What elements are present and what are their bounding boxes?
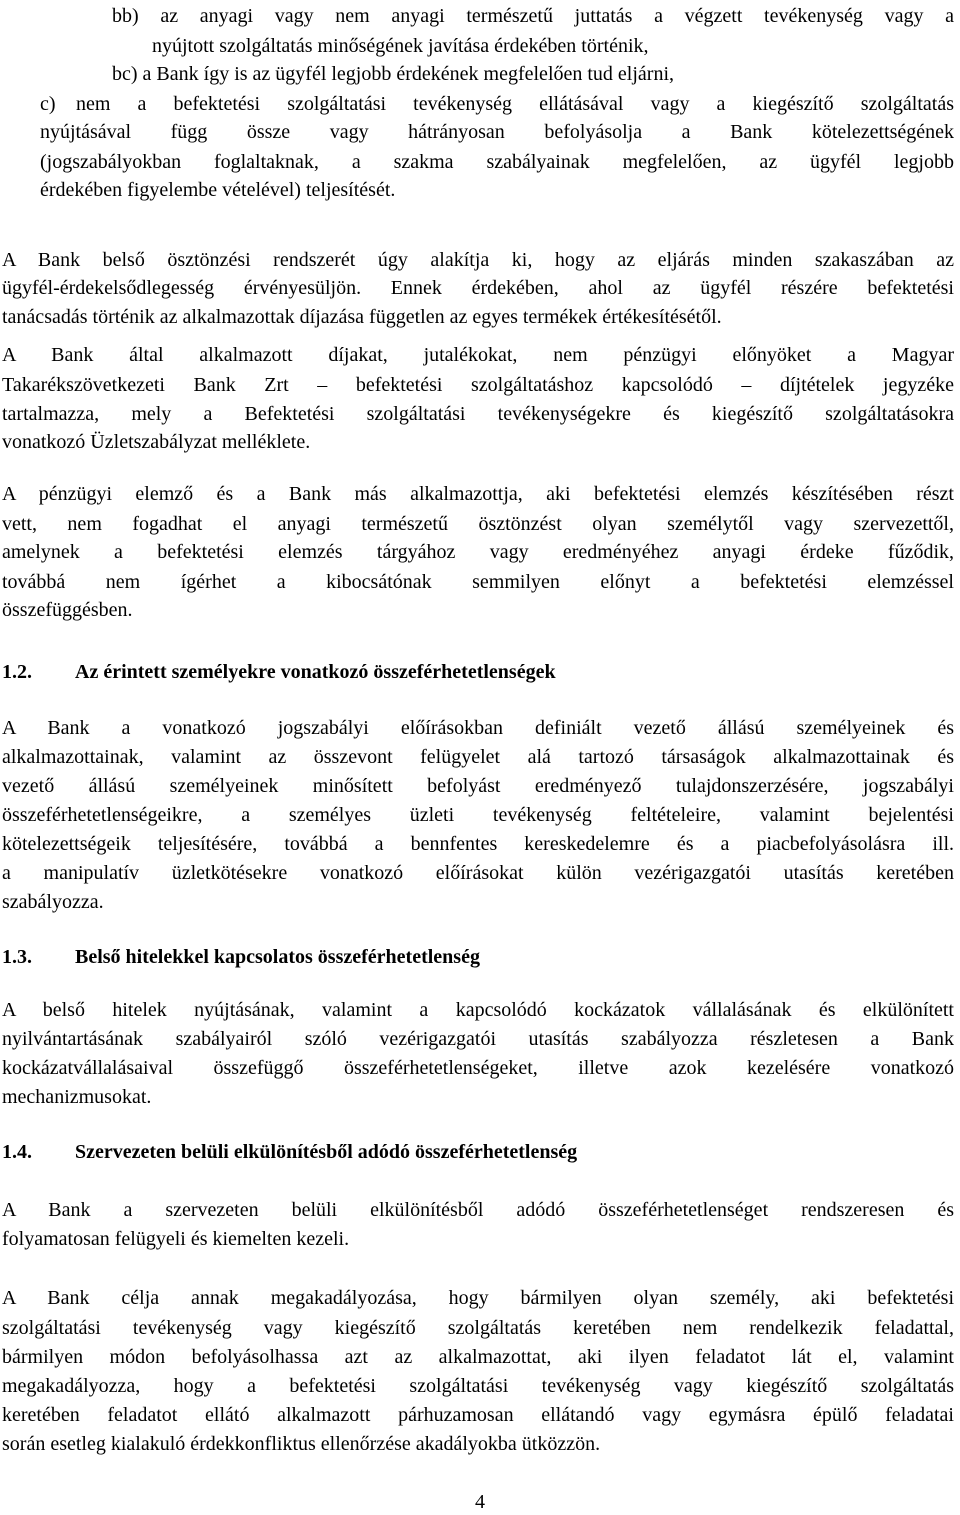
list-item-c-line-4: érdekében figyelembe vételével) teljesítését. <box>40 179 396 201</box>
paragraph-incentive-line-2: ügyfél-érdekelsődlegesség érvényesüljön. Ennek érdekében, ahol az ügyfél részére befektetési <box>2 277 954 299</box>
section-1-3-number: 1.3. <box>2 946 32 968</box>
paragraph-analyst-line-2: vett, nem fogadhat el anyagi természetű ösztönzést olyan személytől vagy szervezettől, <box>2 513 954 535</box>
section-1-4-para-2-line-4: megakadályozza, hogy a befektetési szolgáltatási tevékenység vagy kiegészítő szolgáltatás <box>2 1375 954 1397</box>
section-1-2-heading: Az érintett személyekre vonatkozó összeférhetetlenségek <box>75 661 556 683</box>
list-item-bc: bc) a Bank így is az ügyfél legjobb érdekének megfelelően tud eljárni, <box>112 63 675 85</box>
section-1-2-line-7: szabályozza. <box>2 891 104 913</box>
section-1-3-line-4: mechanizmusokat. <box>2 1086 152 1108</box>
section-1-3-line-1: A belső hitelek nyújtásának, valamint a kapcsolódó kockázatok vállalásának és elkülönített <box>2 999 954 1021</box>
section-1-3-heading: Belső hitelekkel kapcsolatos összeférhetetlenség <box>75 946 480 968</box>
section-1-4-para-2-line-2: szolgáltatási tevékenység vagy kiegészítő szolgáltatás keretében nem rendelkezik feladattal, <box>2 1317 954 1339</box>
page-number: 4 <box>475 1491 485 1513</box>
paragraph-analyst-line-3: amelynek a befektetési elemzés tárgyához vagy eredményéhez anyagi érdeke fűződik, <box>2 541 954 563</box>
paragraph-fees-line-3: tartalmazza, mely a Befektetési szolgáltatási tevékenységekre és kiegészítő szolgáltatásokra <box>2 403 954 425</box>
section-1-4-para-2-line-5: keretében feladatot ellátó alkalmazott párhuzamosan ellátandó vagy egymásra épülő feladatai <box>2 1404 954 1426</box>
section-1-4-heading: Szervezeten belüli elkülönítésből adódó összeférhetetlenség <box>75 1141 578 1163</box>
paragraph-incentive-line-3: tanácsadás történik az alkalmazottak díjazása független az egyes termékek értékesítésétől. <box>2 306 722 328</box>
list-item-bb-line-2: nyújtott szolgáltatás minőségének javítása érdekében történik, <box>152 35 649 57</box>
list-item-c-line-1: nem a befektetési szolgáltatási tevékenység ellátásával vagy a kiegészítő szolgáltatás <box>76 93 954 115</box>
section-1-2-line-5: kötelezettségeik teljesítésére, továbbá a bennfentes kereskedelemre és a piacbefolyásolásra ill. <box>2 833 954 855</box>
section-1-4-number: 1.4. <box>2 1141 32 1163</box>
section-1-2-line-6: a manipulatív üzletkötésekre vonatkozó előírásokat külön vezérigazgatói utasítás keretében <box>2 862 954 884</box>
list-item-bb-line-1: bb) az anyagi vagy nem anyagi természetű juttatás a végzett tevékenység vagy a <box>112 5 954 27</box>
section-1-4-para-2-line-1: A Bank célja annak megakadályozása, hogy bármilyen olyan személy, aki befektetési <box>2 1287 954 1309</box>
paragraph-fees-line-2: Takarékszövetkezeti Bank Zrt – befektetési szolgáltatáshoz kapcsolódó – díjtételek jegyzéke <box>2 374 954 396</box>
paragraph-incentive-line-1: A Bank belső ösztönzési rendszerét úgy alakítja ki, hogy az eljárás minden szakaszában az <box>2 249 954 271</box>
list-item-c-marker: c) <box>40 93 56 115</box>
paragraph-analyst-line-4: továbbá nem ígérhet a kibocsátónak semmilyen előnyt a befektetési elemzéssel <box>2 571 954 593</box>
section-1-3-line-2: nyilvántartásának szabályairól szóló vezérigazgatói utasítás szabályozza részletesen a Bank <box>2 1028 954 1050</box>
section-1-2-number: 1.2. <box>2 661 32 683</box>
section-1-2-line-1: A Bank a vonatkozó jogszabályi előírásokban definiált vezető állású személyeinek és <box>2 717 954 739</box>
section-1-2-line-4: összeférhetetlenségeikre, a személyes üzleti tevékenység feltételeire, valamint bejelentési <box>2 804 954 826</box>
section-1-2-line-2: alkalmazottainak, valamint az összevont felügyelet alá tartozó társaságok alkalmazottainak és <box>2 746 954 768</box>
list-item-c-line-3: (jogszabályokban foglaltaknak, a szakma szabályainak megfelelően, az ügyfél legjobb <box>40 151 954 173</box>
section-1-4-para-2-line-6: során esetleg kialakuló érdekkonfliktus ellenőrzése akadályokba ütközzön. <box>2 1433 601 1455</box>
paragraph-fees-line-1: A Bank által alkalmazott díjakat, jutalékokat, nem pénzügyi előnyöket a Magyar <box>2 344 954 366</box>
section-1-4-para-2-line-3: bármilyen módon befolyásolhassa azt az alkalmazottat, aki ilyen feladatot lát el, valamint <box>2 1346 954 1368</box>
list-item-c-line-2: nyújtásával függ össze vagy hátrányosan befolyásolja a Bank kötelezettségének <box>40 121 954 143</box>
section-1-2-line-3: vezető állású személyeinek minősített befolyást eredményező tulajdonszerzésére, jogszabályi <box>2 775 954 797</box>
section-1-4-para-1-line-1: A Bank a szervezeten belüli elkülönítésből adódó összeférhetetlenséget rendszeresen és <box>2 1199 954 1221</box>
section-1-4-para-1-line-2: folyamatosan felügyeli és kiemelten kezeli. <box>2 1228 350 1250</box>
paragraph-fees-line-4: vonatkozó Üzletszabályzat melléklete. <box>2 431 311 453</box>
paragraph-analyst-line-1: A pénzügyi elemző és a Bank más alkalmazottja, aki befektetési elemzés készítésében részt <box>2 483 954 505</box>
paragraph-analyst-line-5: összefüggésben. <box>2 599 133 621</box>
section-1-3-line-3: kockázatvállalásaival összefüggő összeférhetetlenségeket, illetve azok kezelésére vonatkozó <box>2 1057 954 1079</box>
